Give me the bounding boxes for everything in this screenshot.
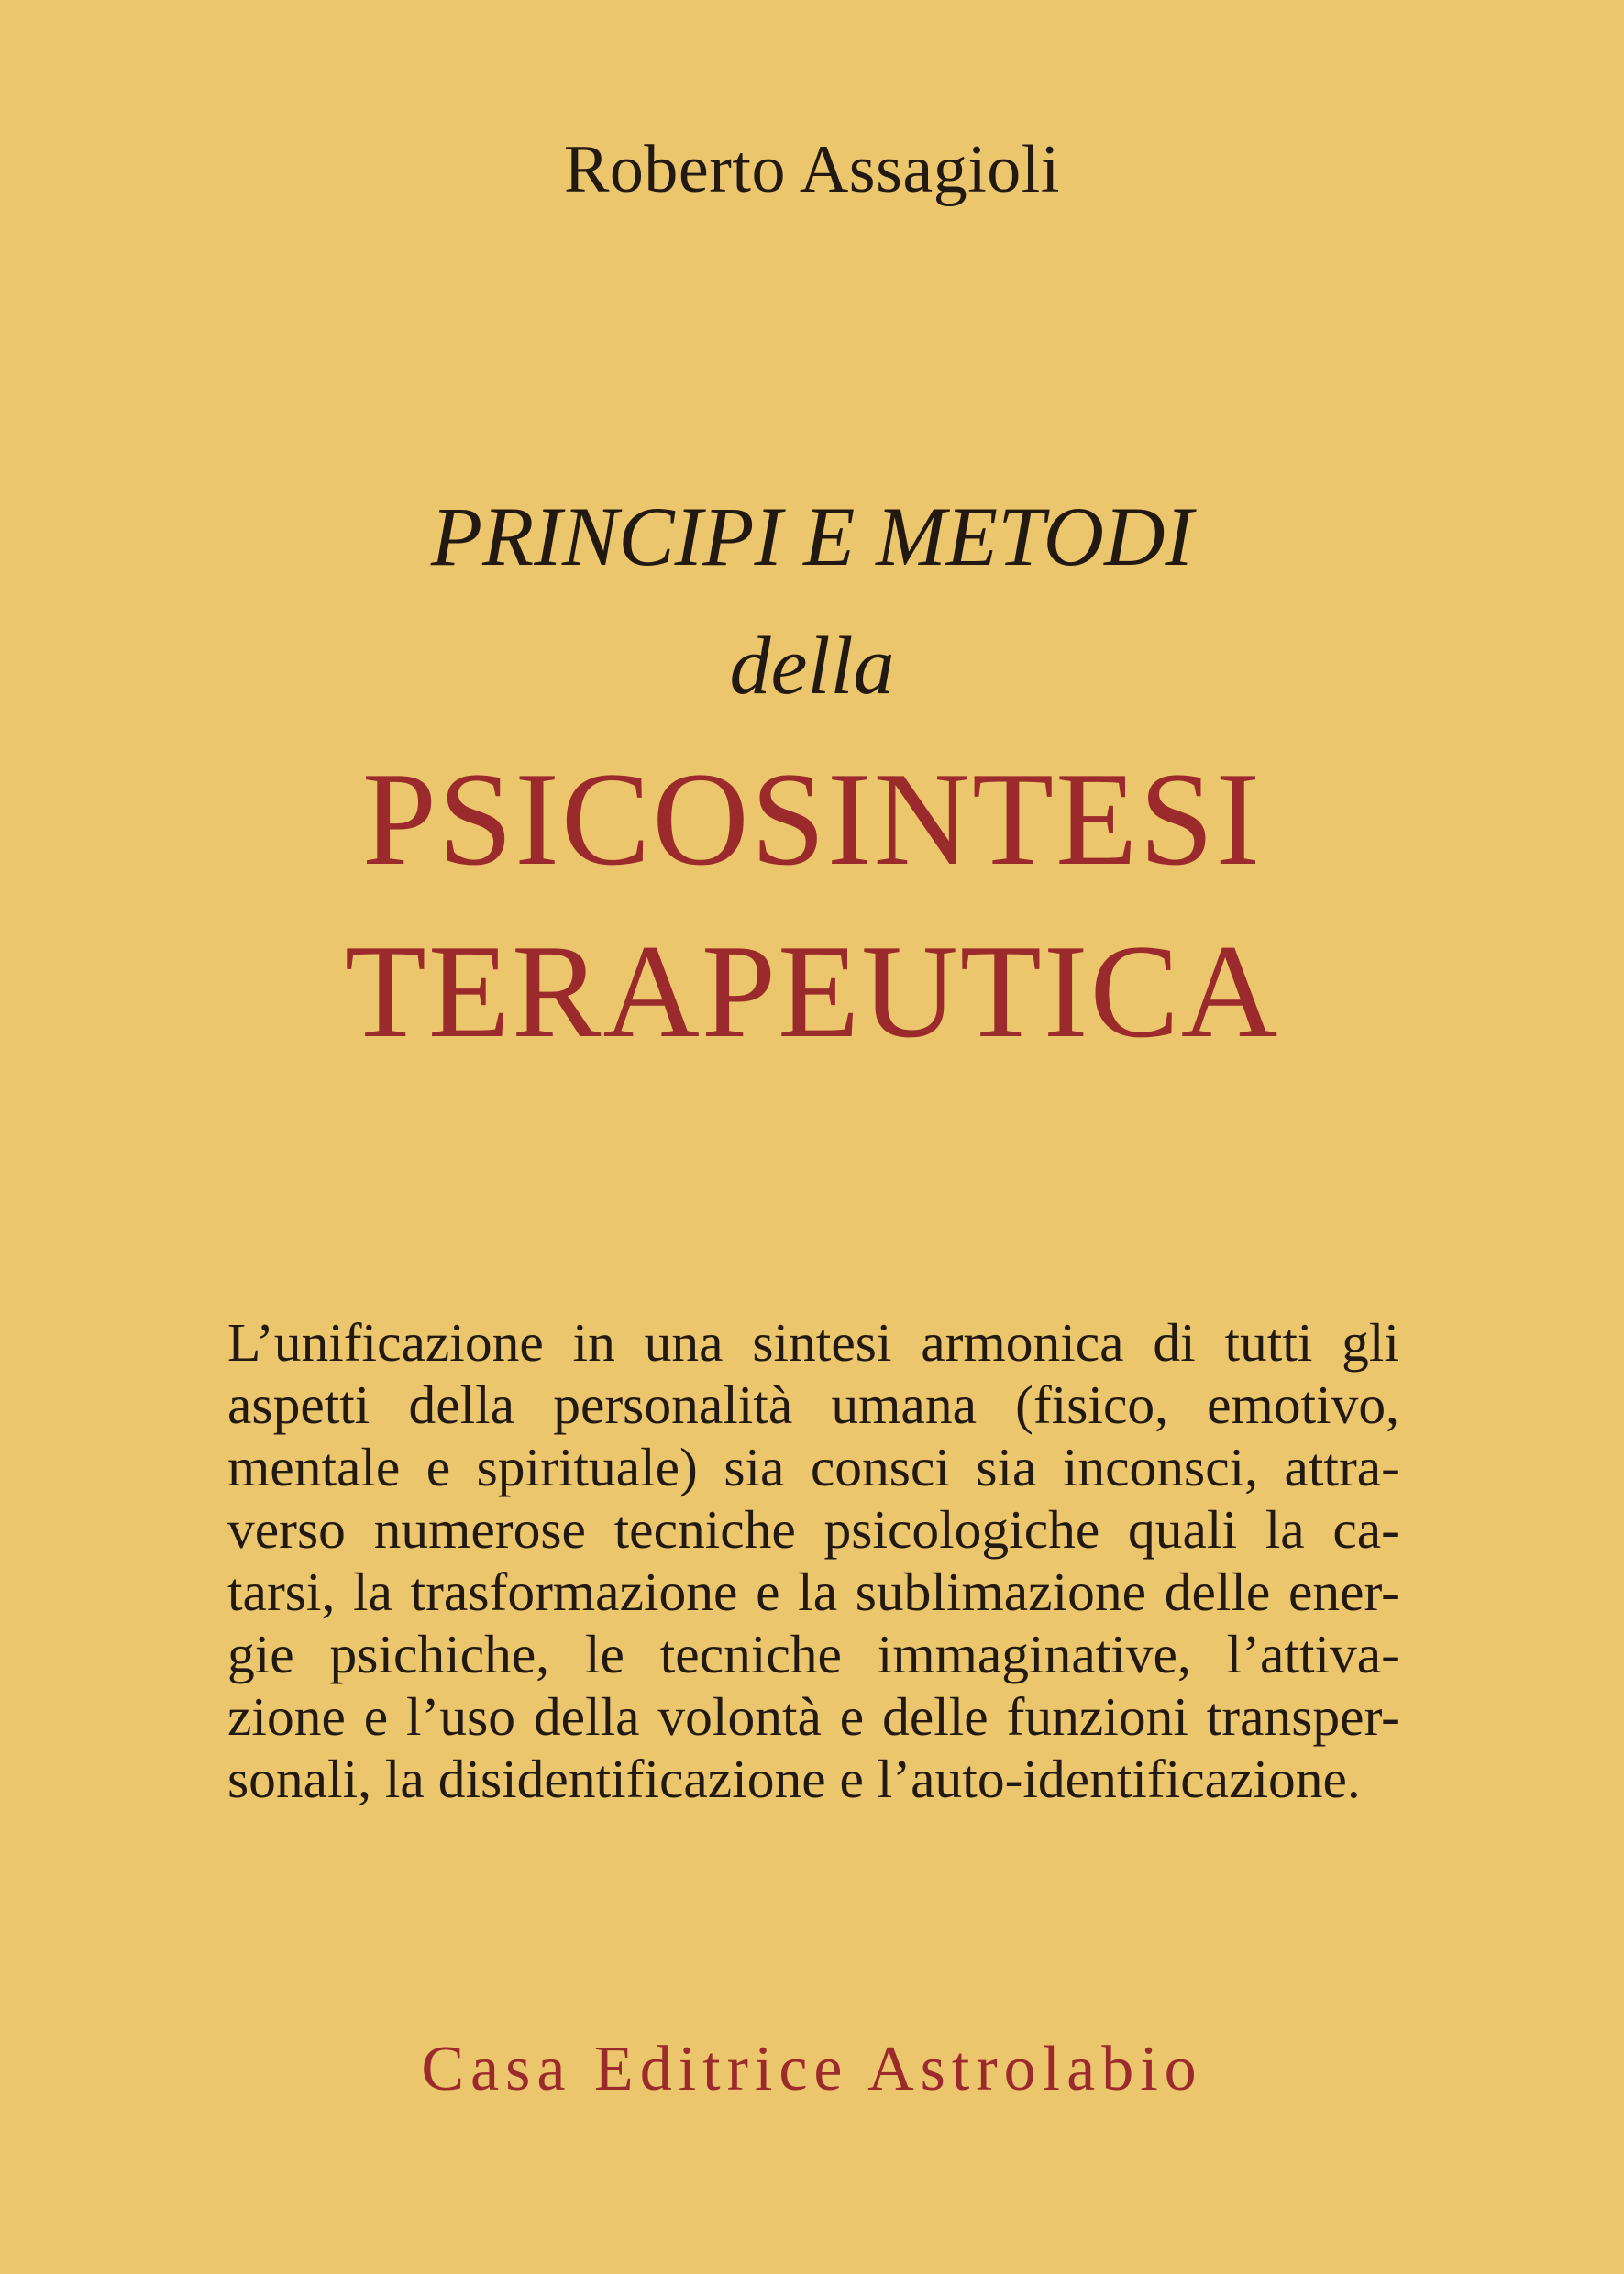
cover-blurb [227, 1311, 1399, 1810]
blurb-line: tarsi, la trasformazione e la sublimazione delle ener- [227, 1562, 1399, 1622]
blurb-line: aspetti della personalità umana (fisico, emotivo, [227, 1374, 1399, 1435]
title-line-della: della [729, 621, 895, 712]
publisher-name: Casa Editrice Astrolabio [421, 2034, 1203, 2104]
blurb-line: L’unificazione in una sintesi armonica di tutti gli [227, 1312, 1399, 1373]
blurb-line: verso numerose tecniche psicologiche quali la ca- [227, 1499, 1399, 1560]
main-title-terapeutica: TERAPEUTICA [344, 917, 1280, 1065]
blurb-line: gie psichiche, le tecniche immaginative, l’attiva- [227, 1624, 1399, 1684]
blurb-line: sonali, la disidentificazione e l’auto-identificazione. [227, 1749, 1361, 1809]
author-name: Roberto Assagioli [564, 132, 1060, 207]
blurb-line: mentale e spirituale) sia consci sia inconsci, attra- [227, 1437, 1399, 1497]
main-title-psicosintesi: PSICOSINTESI [361, 745, 1263, 893]
title-line-principi: PRINCIPI E METODI [430, 490, 1194, 583]
blurb-line: zione e l’uso della volontà e delle funzioni transper- [227, 1686, 1399, 1747]
